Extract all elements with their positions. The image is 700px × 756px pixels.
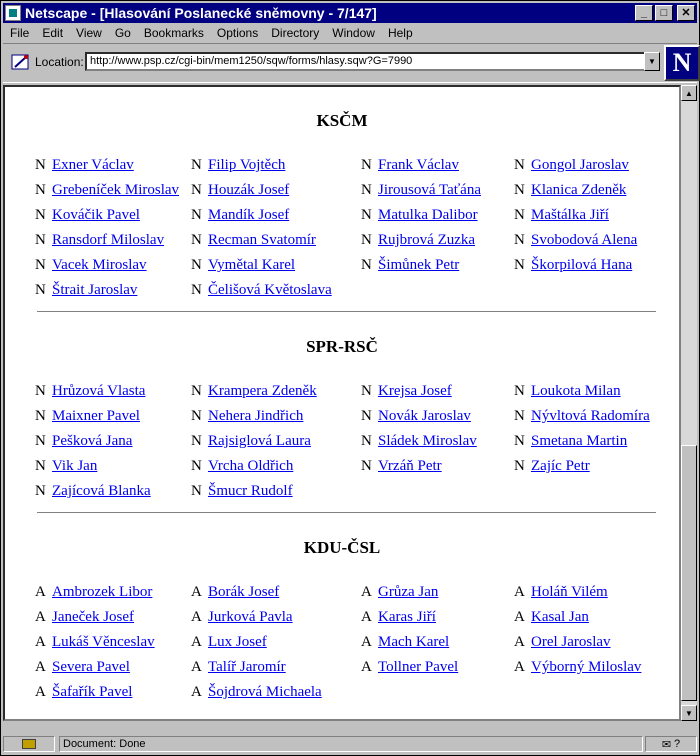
member-entry [191,458,293,475]
party-heading: KSČM [316,111,368,130]
member-link[interactable]: Jirousová Taťána [378,182,481,198]
member-link[interactable]: Hrůzová Vlasta [52,383,146,399]
member-link[interactable]: Svobodová Alena [531,232,638,248]
vote-mark: N [361,383,372,399]
page-content [3,85,681,721]
member-link[interactable]: Výborný Miloslav [531,659,642,675]
section-divider [37,311,656,313]
member-link[interactable]: Šafařík Pavel [52,684,133,700]
member-entry [361,408,471,425]
member-link[interactable]: Borák Josef [208,584,280,600]
member-link[interactable]: Loukota Milan [531,383,621,399]
member-link[interactable]: Rajsiglová Laura [208,433,311,449]
vote-mark: A [191,684,202,700]
vote-mark: N [361,433,372,449]
member-entry [35,684,132,701]
vote-mark: N [35,433,46,449]
member-entry [361,458,442,475]
member-link[interactable]: Maixner Pavel [52,408,140,424]
vertical-scrollbar[interactable] [681,85,697,721]
member-link[interactable]: Matulka Dalibor [378,207,478,223]
security-key-icon [22,739,36,749]
member-entry [514,182,626,199]
member-entry [361,232,475,249]
member-link[interactable]: Recman Svatomír [208,232,316,248]
member-link[interactable]: Vrzáň Petr [378,458,442,474]
url-input[interactable]: http://www.psp.cz/cgi-bin/mem1250/sqw/forms/hlasy.sqw?G=7990 [85,52,660,71]
member-entry [361,634,449,651]
member-link[interactable]: Lux Josef [208,634,267,650]
member-link[interactable]: Štrait Jaroslav [52,282,138,298]
member-entry [361,609,436,626]
member-entry [35,182,179,199]
menu-file[interactable]: File [10,26,30,40]
vote-mark: N [514,433,525,449]
member-entry [191,232,316,249]
member-entry [514,157,629,174]
vote-mark: A [361,584,372,600]
member-entry [514,458,590,475]
member-link[interactable]: Ambrozek Libor [52,584,153,600]
member-link[interactable]: Kasal Jan [531,609,589,625]
member-entry [514,232,637,249]
vote-mark: N [191,433,202,449]
member-link[interactable]: Lukáš Věnceslav [52,634,155,650]
vote-mark: N [191,232,202,248]
vote-mark: N [514,408,525,424]
member-link[interactable]: Grebeníček Miroslav [52,182,180,198]
member-entry [191,609,293,626]
member-entry [191,383,317,400]
menu-directory[interactable]: Directory [271,26,320,40]
url-dropdown-arrow-icon[interactable]: ▼ [644,52,660,71]
member-entry [361,157,459,174]
member-entry [35,282,137,299]
vote-mark: A [35,609,46,625]
member-entry [35,383,145,400]
member-link[interactable]: Sládek Miroslav [378,433,477,449]
vote-mark: N [35,207,46,223]
member-entry [361,584,438,601]
member-link[interactable]: Šimůnek Petr [378,257,460,273]
member-entry [514,408,650,425]
vote-mark: A [514,634,525,650]
member-link[interactable]: Nehera Jindřich [208,408,304,424]
vote-mark: A [191,584,202,600]
window-title: Netscape - [Hlasování Poslanecké sněmovny - 7/147] [25,5,377,21]
vote-mark: N [191,483,202,499]
member-link[interactable]: Zajícová Blanka [52,483,151,499]
member-link[interactable]: Orel Jaroslav [531,634,611,650]
member-link[interactable]: Zajíc Petr [531,458,590,474]
security-indicator[interactable] [3,736,55,752]
member-link[interactable]: Tollner Pavel [378,659,459,675]
vote-mark: A [35,684,46,700]
menu-bar [3,24,697,42]
member-entry [35,207,140,224]
member-entry [191,257,295,274]
vote-mark: N [35,157,46,173]
member-entry [514,659,641,676]
menu-go[interactable]: Go [114,26,131,40]
member-link[interactable]: Vrcha Oldřich [208,458,294,474]
vote-mark: A [361,609,372,625]
member-entry [191,483,293,500]
member-entry [514,433,627,450]
close-button[interactable]: ✕ [677,5,695,21]
member-entry [514,383,621,400]
member-link[interactable]: Pešková Jana [52,433,133,449]
member-link[interactable]: Vik Jan [52,458,98,474]
status-bar [3,735,697,753]
member-link[interactable]: Exner Václav [52,157,134,173]
vote-mark: N [35,232,46,248]
scroll-down-icon[interactable]: ▼ [681,705,697,721]
member-entry [191,684,322,701]
vote-mark: N [35,483,46,499]
scroll-up-icon[interactable]: ▲ [681,85,697,101]
vote-mark: N [514,383,525,399]
member-entry [514,257,632,274]
vote-mark: A [191,609,202,625]
vote-mark: N [35,182,46,198]
member-link[interactable]: Vacek Miroslav [52,257,147,273]
vote-mark: N [514,157,525,173]
member-link[interactable]: Klanica Zdeněk [531,182,627,198]
vote-mark: N [514,207,525,223]
vote-mark: N [191,408,202,424]
member-entry [361,182,481,199]
vote-mark: N [361,232,372,248]
status-tray [645,736,697,752]
member-link[interactable]: Jurková Pavla [208,609,293,625]
member-link[interactable]: Novák Jaroslav [378,408,471,424]
menu-edit[interactable]: Edit [42,26,64,40]
member-entry [35,483,151,500]
party-heading: SPR-RSČ [306,337,378,356]
member-link[interactable]: Mach Karel [378,634,450,650]
status-text: Document: Done [59,736,643,752]
vote-mark: N [35,257,46,273]
vote-mark: N [361,257,372,273]
member-entry [514,207,609,224]
vote-mark: N [35,383,46,399]
vote-mark: N [361,182,372,198]
location-toolbar [3,43,697,83]
section-divider [37,512,656,514]
member-entry [361,659,458,676]
member-entry [35,584,152,601]
member-link[interactable]: Karas Jiří [378,609,436,625]
vote-mark: N [35,408,46,424]
member-link[interactable]: Škorpilová Hana [531,257,633,273]
vote-mark: N [191,182,202,198]
member-link[interactable]: Frank Václav [378,157,459,173]
member-link[interactable]: Grůza Jan [378,584,439,600]
vote-mark: N [361,157,372,173]
member-entry [35,257,147,274]
member-entry [191,282,332,299]
vote-mark: N [191,458,202,474]
member-link[interactable]: Ransdorf Miloslav [52,232,165,248]
member-entry [35,157,134,174]
member-entry [514,634,611,651]
help-icon[interactable]: ? [674,738,681,750]
menu-help[interactable]: Help [387,26,413,40]
mail-icon[interactable]: ✉ [661,738,672,751]
vote-mark: N [191,157,202,173]
member-entry [35,408,140,425]
vote-mark: N [361,207,372,223]
member-entry [361,257,459,274]
vote-mark: A [191,659,202,675]
member-entry [191,433,311,450]
vote-mark: N [514,257,525,273]
member-entry [191,584,279,601]
menu-options[interactable]: Options [216,26,259,40]
scroll-thumb[interactable] [681,445,697,701]
vote-mark: N [35,282,46,298]
vote-mark: A [35,634,46,650]
member-link[interactable]: Mandík Josef [208,207,290,223]
netscape-logo[interactable]: N [664,45,700,81]
member-link[interactable]: Krejsa Josef [378,383,452,399]
member-entry [191,659,286,676]
member-link[interactable]: Šmucr Rudolf [208,483,293,499]
member-entry [514,609,589,626]
member-entry [191,157,285,174]
bookmark-icon[interactable] [11,53,31,71]
vote-mark: A [514,659,525,675]
member-entry [191,634,267,651]
member-link[interactable]: Houzák Josef [208,182,290,198]
member-link[interactable]: Vymětal Karel [208,257,296,273]
member-entry [361,207,478,224]
member-entry [191,207,289,224]
member-link[interactable]: Holáň Vilém [531,584,608,600]
vote-mark: N [361,408,372,424]
member-link[interactable]: Šojdrová Michaela [208,684,322,700]
minimize-button[interactable]: _ [635,5,653,21]
member-link[interactable]: Kováčik Pavel [52,207,140,223]
member-entry [191,408,303,425]
member-link[interactable]: Maštálka Jiří [531,207,609,223]
location-label: Location: [35,55,84,69]
member-link[interactable]: Janeček Josef [52,609,135,625]
party-heading: KDU-ČSL [303,538,381,557]
vote-mark: N [191,257,202,273]
vote-mark: N [191,207,202,223]
title-bar[interactable] [3,3,697,23]
vote-mark: N [514,232,525,248]
vote-mark: A [35,659,46,675]
member-entry [361,433,477,450]
member-link[interactable]: Filip Vojtěch [208,157,286,173]
member-link[interactable]: Smetana Martin [531,433,628,449]
vote-mark: A [514,609,525,625]
member-entry [514,584,608,601]
member-entry [35,232,164,249]
member-link[interactable]: Severa Pavel [52,659,130,675]
member-link[interactable]: Talíř Jaromír [208,659,286,675]
vote-mark: N [191,383,202,399]
vote-mark: N [361,458,372,474]
menu-view[interactable]: View [76,26,102,40]
member-entry [35,634,155,651]
member-link[interactable]: Rujbrová Zuzka [378,232,476,248]
member-entry [191,182,289,199]
vote-mark: A [191,634,202,650]
member-entry [35,609,134,626]
member-link[interactable]: Gongol Jaroslav [531,157,629,173]
vote-mark: N [514,458,525,474]
vote-mark: A [361,659,372,675]
vote-mark: A [514,584,525,600]
vote-mark: N [514,182,525,198]
vote-mark: A [35,584,46,600]
member-entry [35,458,97,475]
maximize-button[interactable]: □ [655,5,673,21]
netscape-app-icon[interactable] [5,5,21,21]
member-link[interactable]: Nývltová Radomíra [531,408,650,424]
member-entry [361,383,452,400]
member-entry [35,433,132,450]
vote-mark: N [35,458,46,474]
vote-mark: N [191,282,202,298]
vote-mark: A [361,634,372,650]
member-link[interactable]: Čelišová Květoslava [208,282,332,298]
member-entry [35,659,130,676]
member-link[interactable]: Krampera Zdeněk [208,383,317,399]
menu-bookmarks[interactable]: Bookmarks [143,26,204,40]
menu-window[interactable]: Window [332,26,375,40]
